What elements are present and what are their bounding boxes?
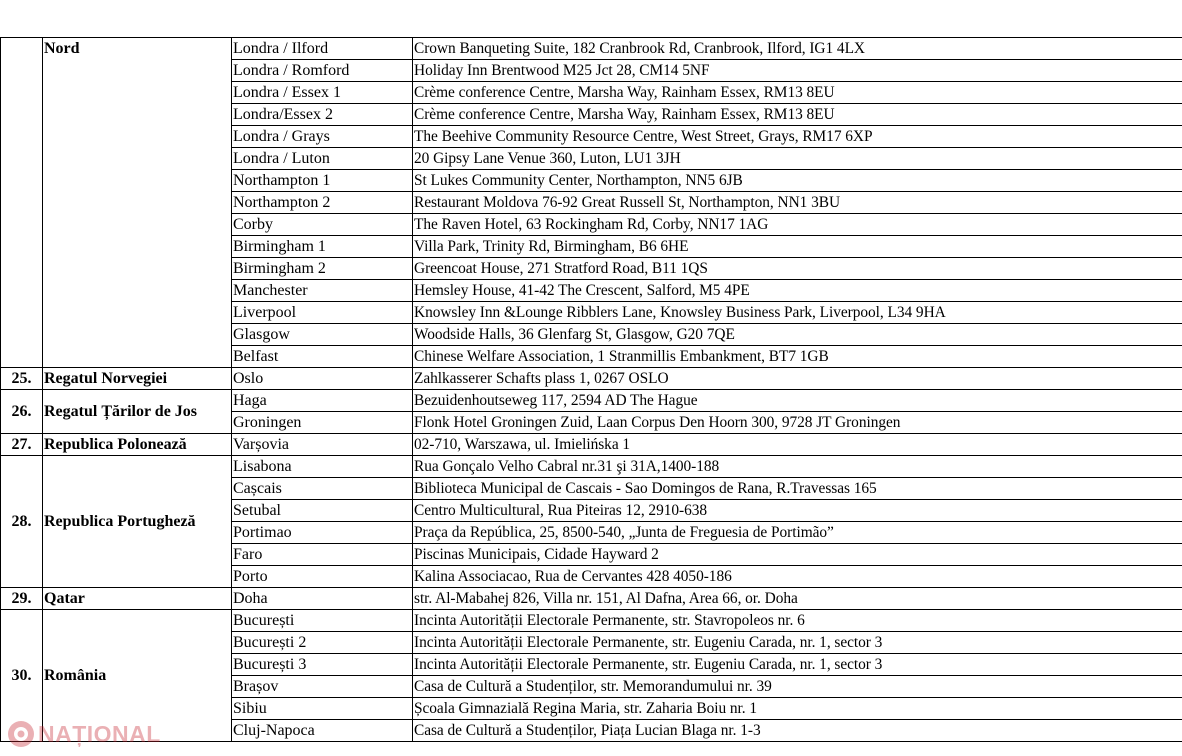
row-number: 28. bbox=[1, 456, 43, 588]
locality-cell: Haga bbox=[232, 390, 413, 412]
row-number: 26. bbox=[1, 390, 43, 434]
row-number: 25. bbox=[1, 368, 43, 390]
locality-cell: Birmingham 2 bbox=[232, 258, 413, 280]
locality-cell: Groningen bbox=[232, 412, 413, 434]
locality-cell: Portimao bbox=[232, 522, 413, 544]
table-row bbox=[1, 456, 1182, 478]
address-cell: Crème conference Centre, Marsha Way, Rainham Essex, RM13 8EU bbox=[413, 82, 1182, 104]
address-cell: 02-710, Warszawa, ul. Imielińska 1 bbox=[413, 434, 1182, 456]
news-logo-icon bbox=[6, 719, 36, 749]
row-number: 30. bbox=[1, 610, 43, 742]
table-row bbox=[1, 588, 1182, 610]
address-cell: Woodside Halls, 36 Glenfarg St, Glasgow, G20 7QE bbox=[413, 324, 1182, 346]
locality-cell: Londra / Romford bbox=[232, 60, 413, 82]
table-row bbox=[1, 368, 1182, 390]
watermark-logo bbox=[6, 716, 161, 752]
locality-cell: Londra / Essex 1 bbox=[232, 82, 413, 104]
address-cell: Școala Gimnazială Regina Maria, str. Zaharia Boiu nr. 1 bbox=[413, 698, 1182, 720]
country-name: Nord bbox=[43, 38, 232, 368]
locality-cell: Northampton 1 bbox=[232, 170, 413, 192]
locality-cell: Varșovia bbox=[232, 434, 413, 456]
address-cell: Zahlkasserer Schafts plass 1, 0267 OSLO bbox=[413, 368, 1182, 390]
address-cell: Kalina Associacao, Rua de Cervantes 428 4050-186 bbox=[413, 566, 1182, 588]
locality-cell: Londra / Luton bbox=[232, 148, 413, 170]
locality-cell: Liverpool bbox=[232, 302, 413, 324]
address-cell: Praça da República, 25, 8500-540, „Junta de Freguesia de Portimão” bbox=[413, 522, 1182, 544]
address-cell: Crème conference Centre, Marsha Way, Rainham Essex, RM13 8EU bbox=[413, 104, 1182, 126]
locality-cell: Faro bbox=[232, 544, 413, 566]
table-row bbox=[1, 390, 1182, 412]
locality-cell: Belfast bbox=[232, 346, 413, 368]
locality-cell: Porto bbox=[232, 566, 413, 588]
polling-stations-table bbox=[0, 37, 1182, 742]
address-cell: The Beehive Community Resource Centre, West Street, Grays, RM17 6XP bbox=[413, 126, 1182, 148]
address-cell: Bezuidenhoutseweg 117, 2594 AD The Hague bbox=[413, 390, 1182, 412]
locality-cell: Oslo bbox=[232, 368, 413, 390]
address-cell: Incinta Autorității Electorale Permanente, str. Eugeniu Carada, nr. 1, sector 3 bbox=[413, 632, 1182, 654]
locality-cell: Londra / Grays bbox=[232, 126, 413, 148]
locality-cell: București 3 bbox=[232, 654, 413, 676]
address-cell: Holiday Inn Brentwood M25 Jct 28, CM14 5NF bbox=[413, 60, 1182, 82]
address-cell: Villa Park, Trinity Rd, Birmingham, B6 6HE bbox=[413, 236, 1182, 258]
locality-cell: Cluj-Napoca bbox=[232, 720, 413, 742]
locality-cell: Sibiu bbox=[232, 698, 413, 720]
locality-cell: Northampton 2 bbox=[232, 192, 413, 214]
locality-cell: Glasgow bbox=[232, 324, 413, 346]
address-cell: Centro Multicultural, Rua Piteiras 12, 2910-638 bbox=[413, 500, 1182, 522]
locality-cell: București 2 bbox=[232, 632, 413, 654]
country-name: Republica Polonează bbox=[43, 434, 232, 456]
locality-cell: Londra / Ilford bbox=[232, 38, 413, 60]
locality-cell: Manchester bbox=[232, 280, 413, 302]
address-cell: The Raven Hotel, 63 Rockingham Rd, Corby, NN17 1AG bbox=[413, 214, 1182, 236]
address-cell: Rua Gonçalo Velho Cabral nr.31 şi 31A,1400-188 bbox=[413, 456, 1182, 478]
locality-cell: Birmingham 1 bbox=[232, 236, 413, 258]
locality-cell: Londra/Essex 2 bbox=[232, 104, 413, 126]
country-name: Republica Portugheză bbox=[43, 456, 232, 588]
locality-cell: Setubal bbox=[232, 500, 413, 522]
address-cell: Casa de Cultură a Studenților, str. Memorandumului nr. 39 bbox=[413, 676, 1182, 698]
address-cell: Biblioteca Municipal de Cascais - Sao Domingos de Rana, R.Travessas 165 bbox=[413, 478, 1182, 500]
table-row bbox=[1, 610, 1182, 632]
table-row bbox=[1, 38, 1182, 60]
locality-cell: Cașcais bbox=[232, 478, 413, 500]
address-cell: Casa de Cultură a Studenților, Piața Lucian Blaga nr. 1-3 bbox=[413, 720, 1182, 742]
address-cell: Hemsley House, 41-42 The Crescent, Salford, M5 4PE bbox=[413, 280, 1182, 302]
country-name: Regatul Țărilor de Jos bbox=[43, 390, 232, 434]
address-cell: Crown Banqueting Suite, 182 Cranbrook Rd, Cranbrook, Ilford, IG1 4LX bbox=[413, 38, 1182, 60]
address-cell: Chinese Welfare Association, 1 Stranmillis Embankment, BT7 1GB bbox=[413, 346, 1182, 368]
address-cell: Incinta Autorității Electorale Permanente, str. Stavropoleos nr. 6 bbox=[413, 610, 1182, 632]
country-name: Regatul Norvegiei bbox=[43, 368, 232, 390]
address-cell: Incinta Autorității Electorale Permanente, str. Eugeniu Carada, nr. 1, sector 3 bbox=[413, 654, 1182, 676]
address-cell: 20 Gipsy Lane Venue 360, Luton, LU1 3JH bbox=[413, 148, 1182, 170]
row-number: 27. bbox=[1, 434, 43, 456]
address-cell: str. Al-Mabahej 826, Villa nr. 151, Al Dafna, Area 66, or. Doha bbox=[413, 588, 1182, 610]
row-number: 29. bbox=[1, 588, 43, 610]
watermark-text: NAȚIONAL bbox=[38, 720, 161, 747]
locality-cell: București bbox=[232, 610, 413, 632]
table-row bbox=[1, 434, 1182, 456]
country-name: România bbox=[43, 610, 232, 742]
country-name: Qatar bbox=[43, 588, 232, 610]
table-body bbox=[1, 38, 1182, 742]
locality-cell: Doha bbox=[232, 588, 413, 610]
row-number bbox=[1, 38, 43, 368]
locality-cell: Lisabona bbox=[232, 456, 413, 478]
locality-cell: Corby bbox=[232, 214, 413, 236]
locality-cell: Brașov bbox=[232, 676, 413, 698]
address-cell: St Lukes Community Center, Northampton, NN5 6JB bbox=[413, 170, 1182, 192]
address-cell: Flonk Hotel Groningen Zuid, Laan Corpus Den Hoorn 300, 9728 JT Groningen bbox=[413, 412, 1182, 434]
address-cell: Greencoat House, 271 Stratford Road, B11 1QS bbox=[413, 258, 1182, 280]
address-cell: Piscinas Municipais, Cidade Hayward 2 bbox=[413, 544, 1182, 566]
address-cell: Restaurant Moldova 76-92 Great Russell St, Northampton, NN1 3BU bbox=[413, 192, 1182, 214]
address-cell: Knowsley Inn &Lounge Ribblers Lane, Knowsley Business Park, Liverpool, L34 9HA bbox=[413, 302, 1182, 324]
